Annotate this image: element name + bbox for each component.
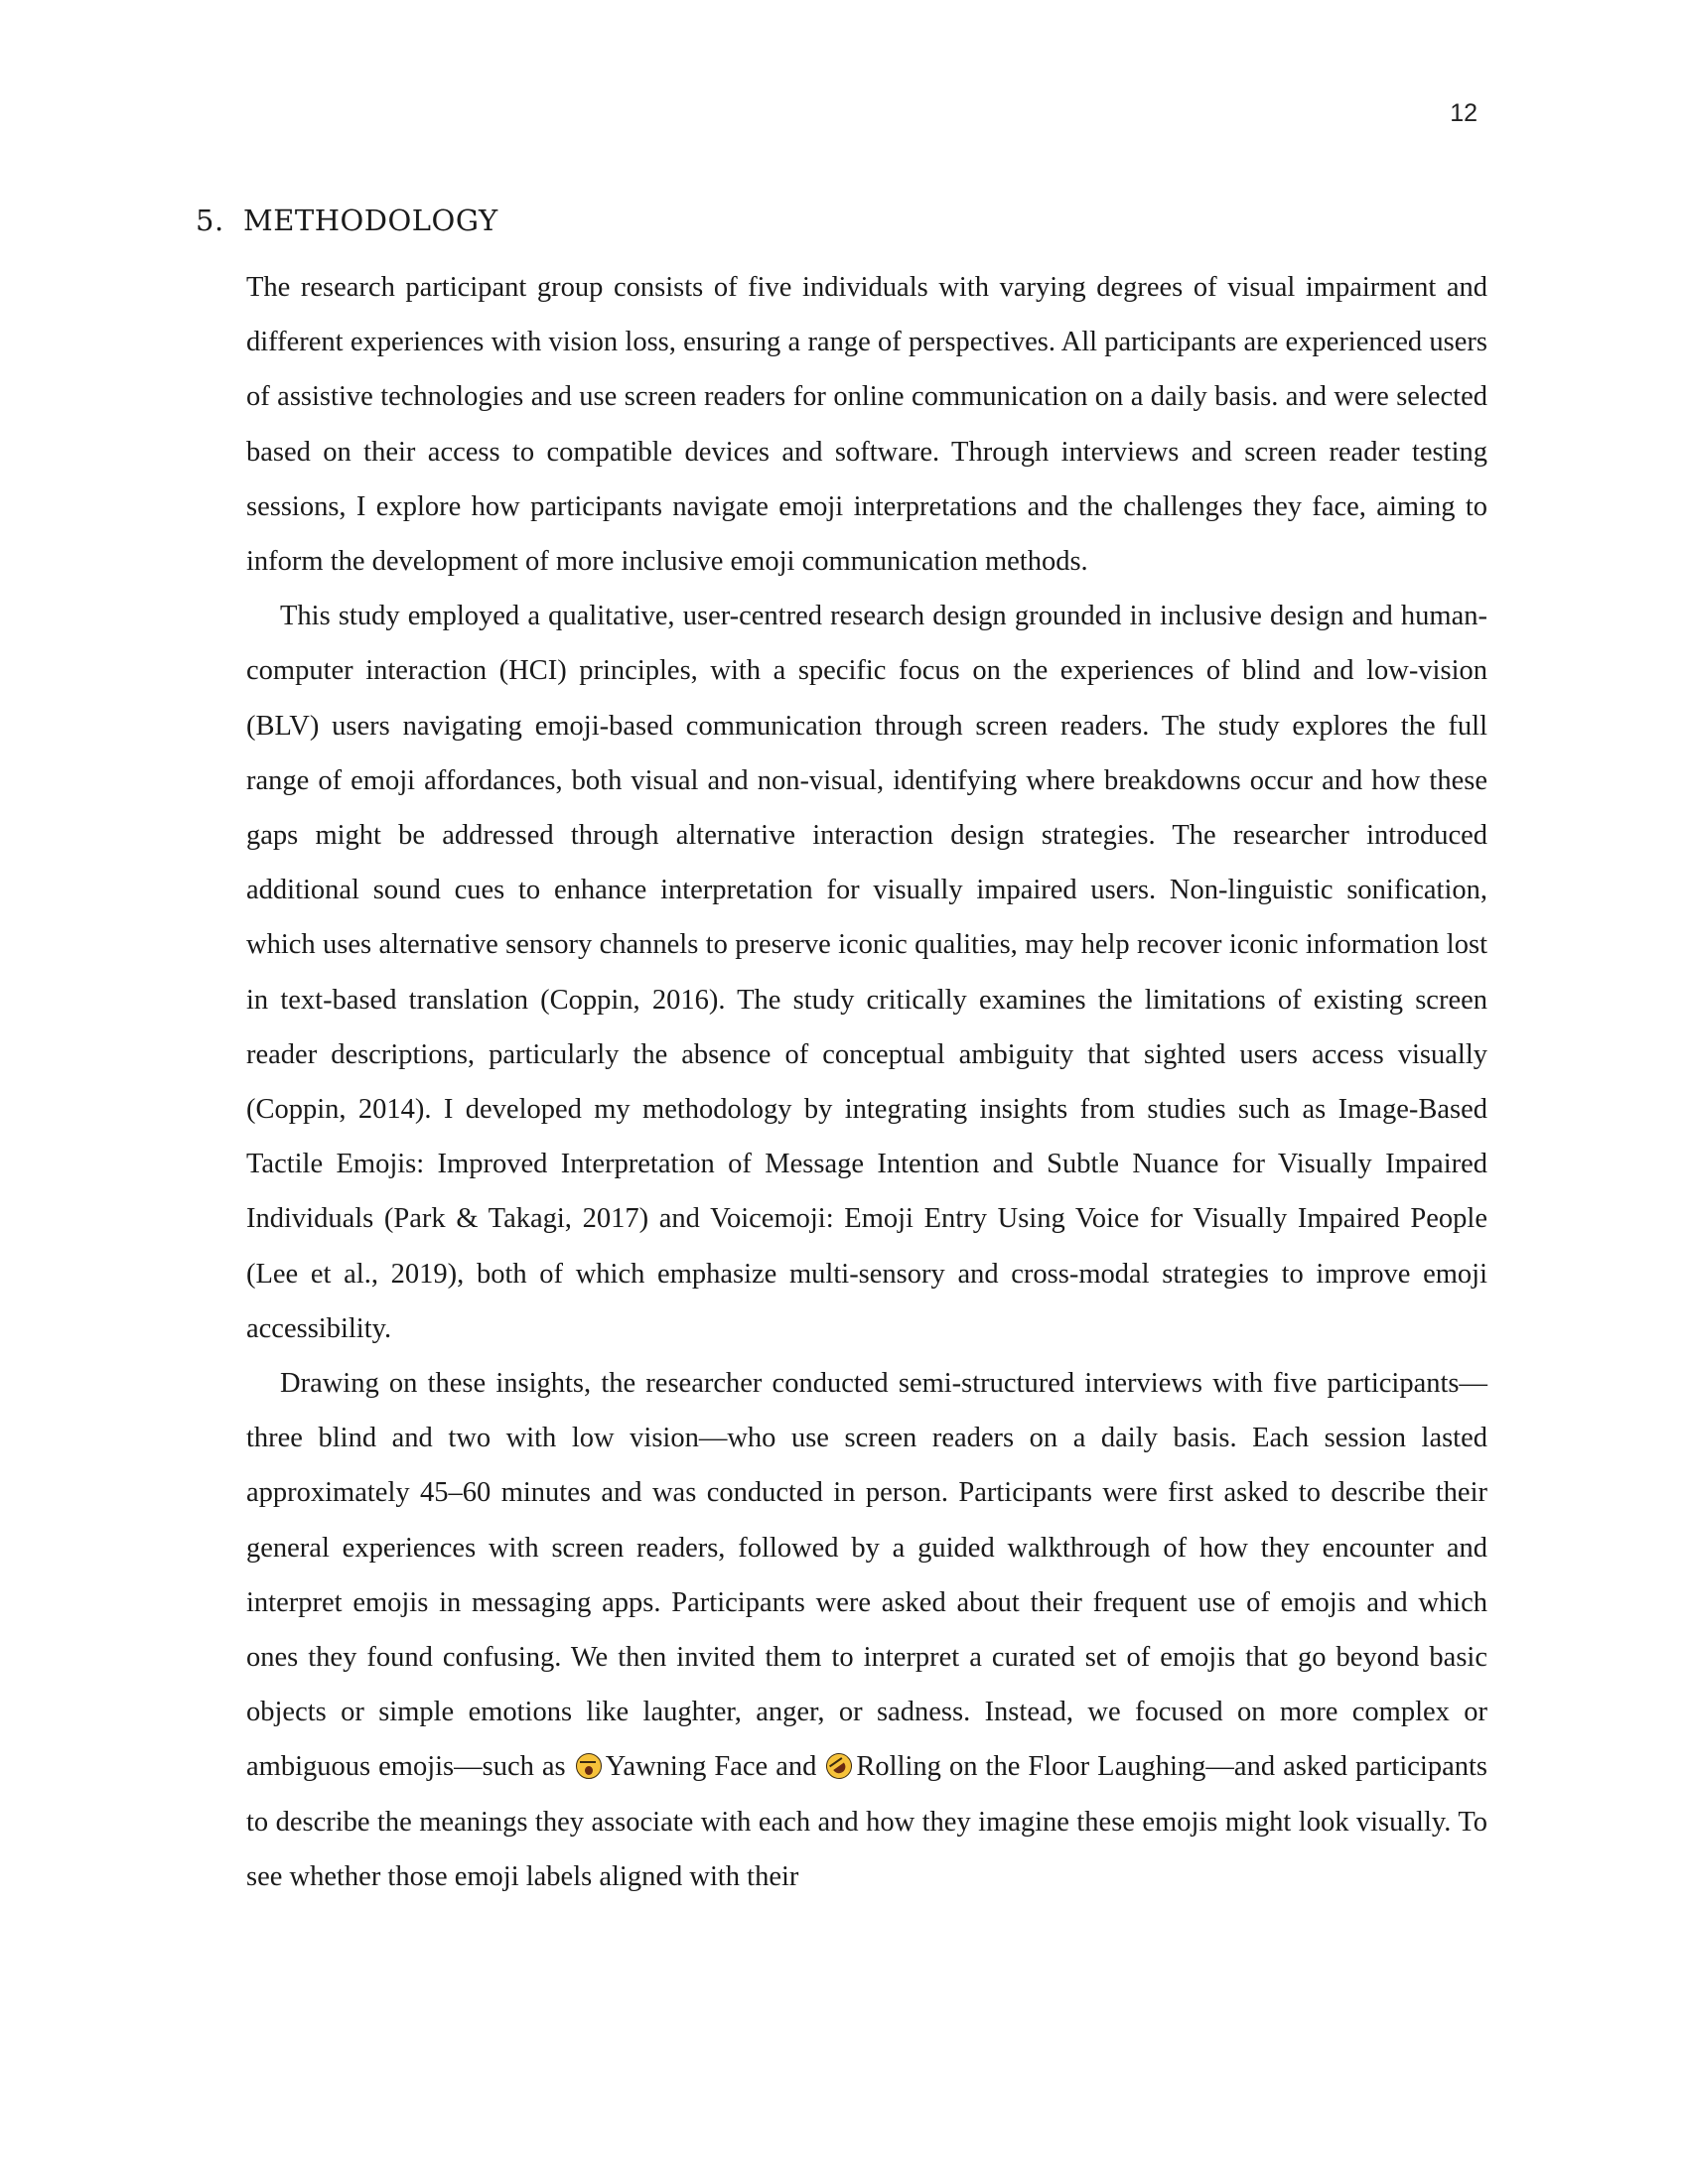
- body-text: [246, 260, 1487, 1904]
- paragraph-3-and: and: [775, 1751, 817, 1783]
- section-number: 5.: [196, 204, 224, 237]
- paragraph-3: [246, 1356, 1487, 1904]
- yawning-face-icon: [576, 1753, 602, 1779]
- emoji-label-yawning-face: Yawning Face: [605, 1751, 769, 1783]
- page-number: 12: [1450, 99, 1477, 127]
- emoji-label-rofl: Rolling on the Floor Laughing: [856, 1751, 1206, 1783]
- rolling-on-floor-laughing-icon: [821, 1748, 857, 1784]
- section-title: METHODOLOGY: [243, 204, 498, 237]
- section-heading: [196, 204, 498, 237]
- paragraph-2: This study employed a qualitative, user-centred research design grounded in inclusive design and human-computer interaction (HCI) principles, with a specific focus on the experiences of blind and low-vision (BLV) users navigating emoji-based communication through screen readers. The study explores the full range of emoji affordances, both visual and non-visual, identifying where breakdowns occur and how these gaps might be addressed through alternative interaction design strategies. The researcher introduced additional sound cues to enhance interpretation for visually impaired users. Non-linguistic sonification, which uses alternative sensory channels to preserve iconic qualities, may help recover iconic information lost in text-based translation (Coppin, 2016). The study critically examines the limitations of existing screen reader descriptions, particularly the absence of conceptual ambiguity that sighted users access visually (Coppin, 2014). I developed my methodology by integrating insights from studies such as Image-Based Tactile Emojis: Improved Interpretation of Message Intention and Subtle Nuance for Visually Impaired Individuals (Park & Takagi, 2017) and Voicemoji: Emoji Entry Using Voice for Visually Impaired People (Lee et al., 2019), both of which emphasize multi-sensory and cross-modal strategies to improve emoji accessibility.: [246, 601, 1487, 1344]
- paragraph-1: The research participant group consists of five individuals with varying degrees of visual impairment and different experiences with vision loss, ensuring a range of perspectives. All participants are experienced users of assistive technologies and use screen readers for online communication on a daily basis. and were selected based on their access to compatible devices and software. Through interviews and screen reader testing sessions, I explore how participants navigate emoji interpretations and the challenges they face, aiming to inform the development of more inclusive emoji communication methods.: [246, 272, 1487, 578]
- paragraph-3-text-a: Drawing on these insights, the researcher conducted semi-structured interviews with five participants—three blind and two with low vision—who use screen readers on a daily basis. Each session lasted approximately 45–60 minutes and was conducted in person. Participants were first asked to describe their general experiences with screen readers, followed by a guided walkthrough of how they encounter and interpret emojis in messaging apps. Participants were asked about their frequent use of emojis and which ones they found confusing. We then invited them to interpret a curated set of emojis that go beyond basic objects or simple emotions like laughter, anger, or sadness. Instead, we focused on more complex or ambiguous emojis—such as: [246, 1368, 1487, 1783]
- paragraph-3-text-b: —and asked participants to describe the meanings they associate with each and how they imagine these emojis might look visually. To see whether those emoji labels aligned with their: [246, 1751, 1488, 1892]
